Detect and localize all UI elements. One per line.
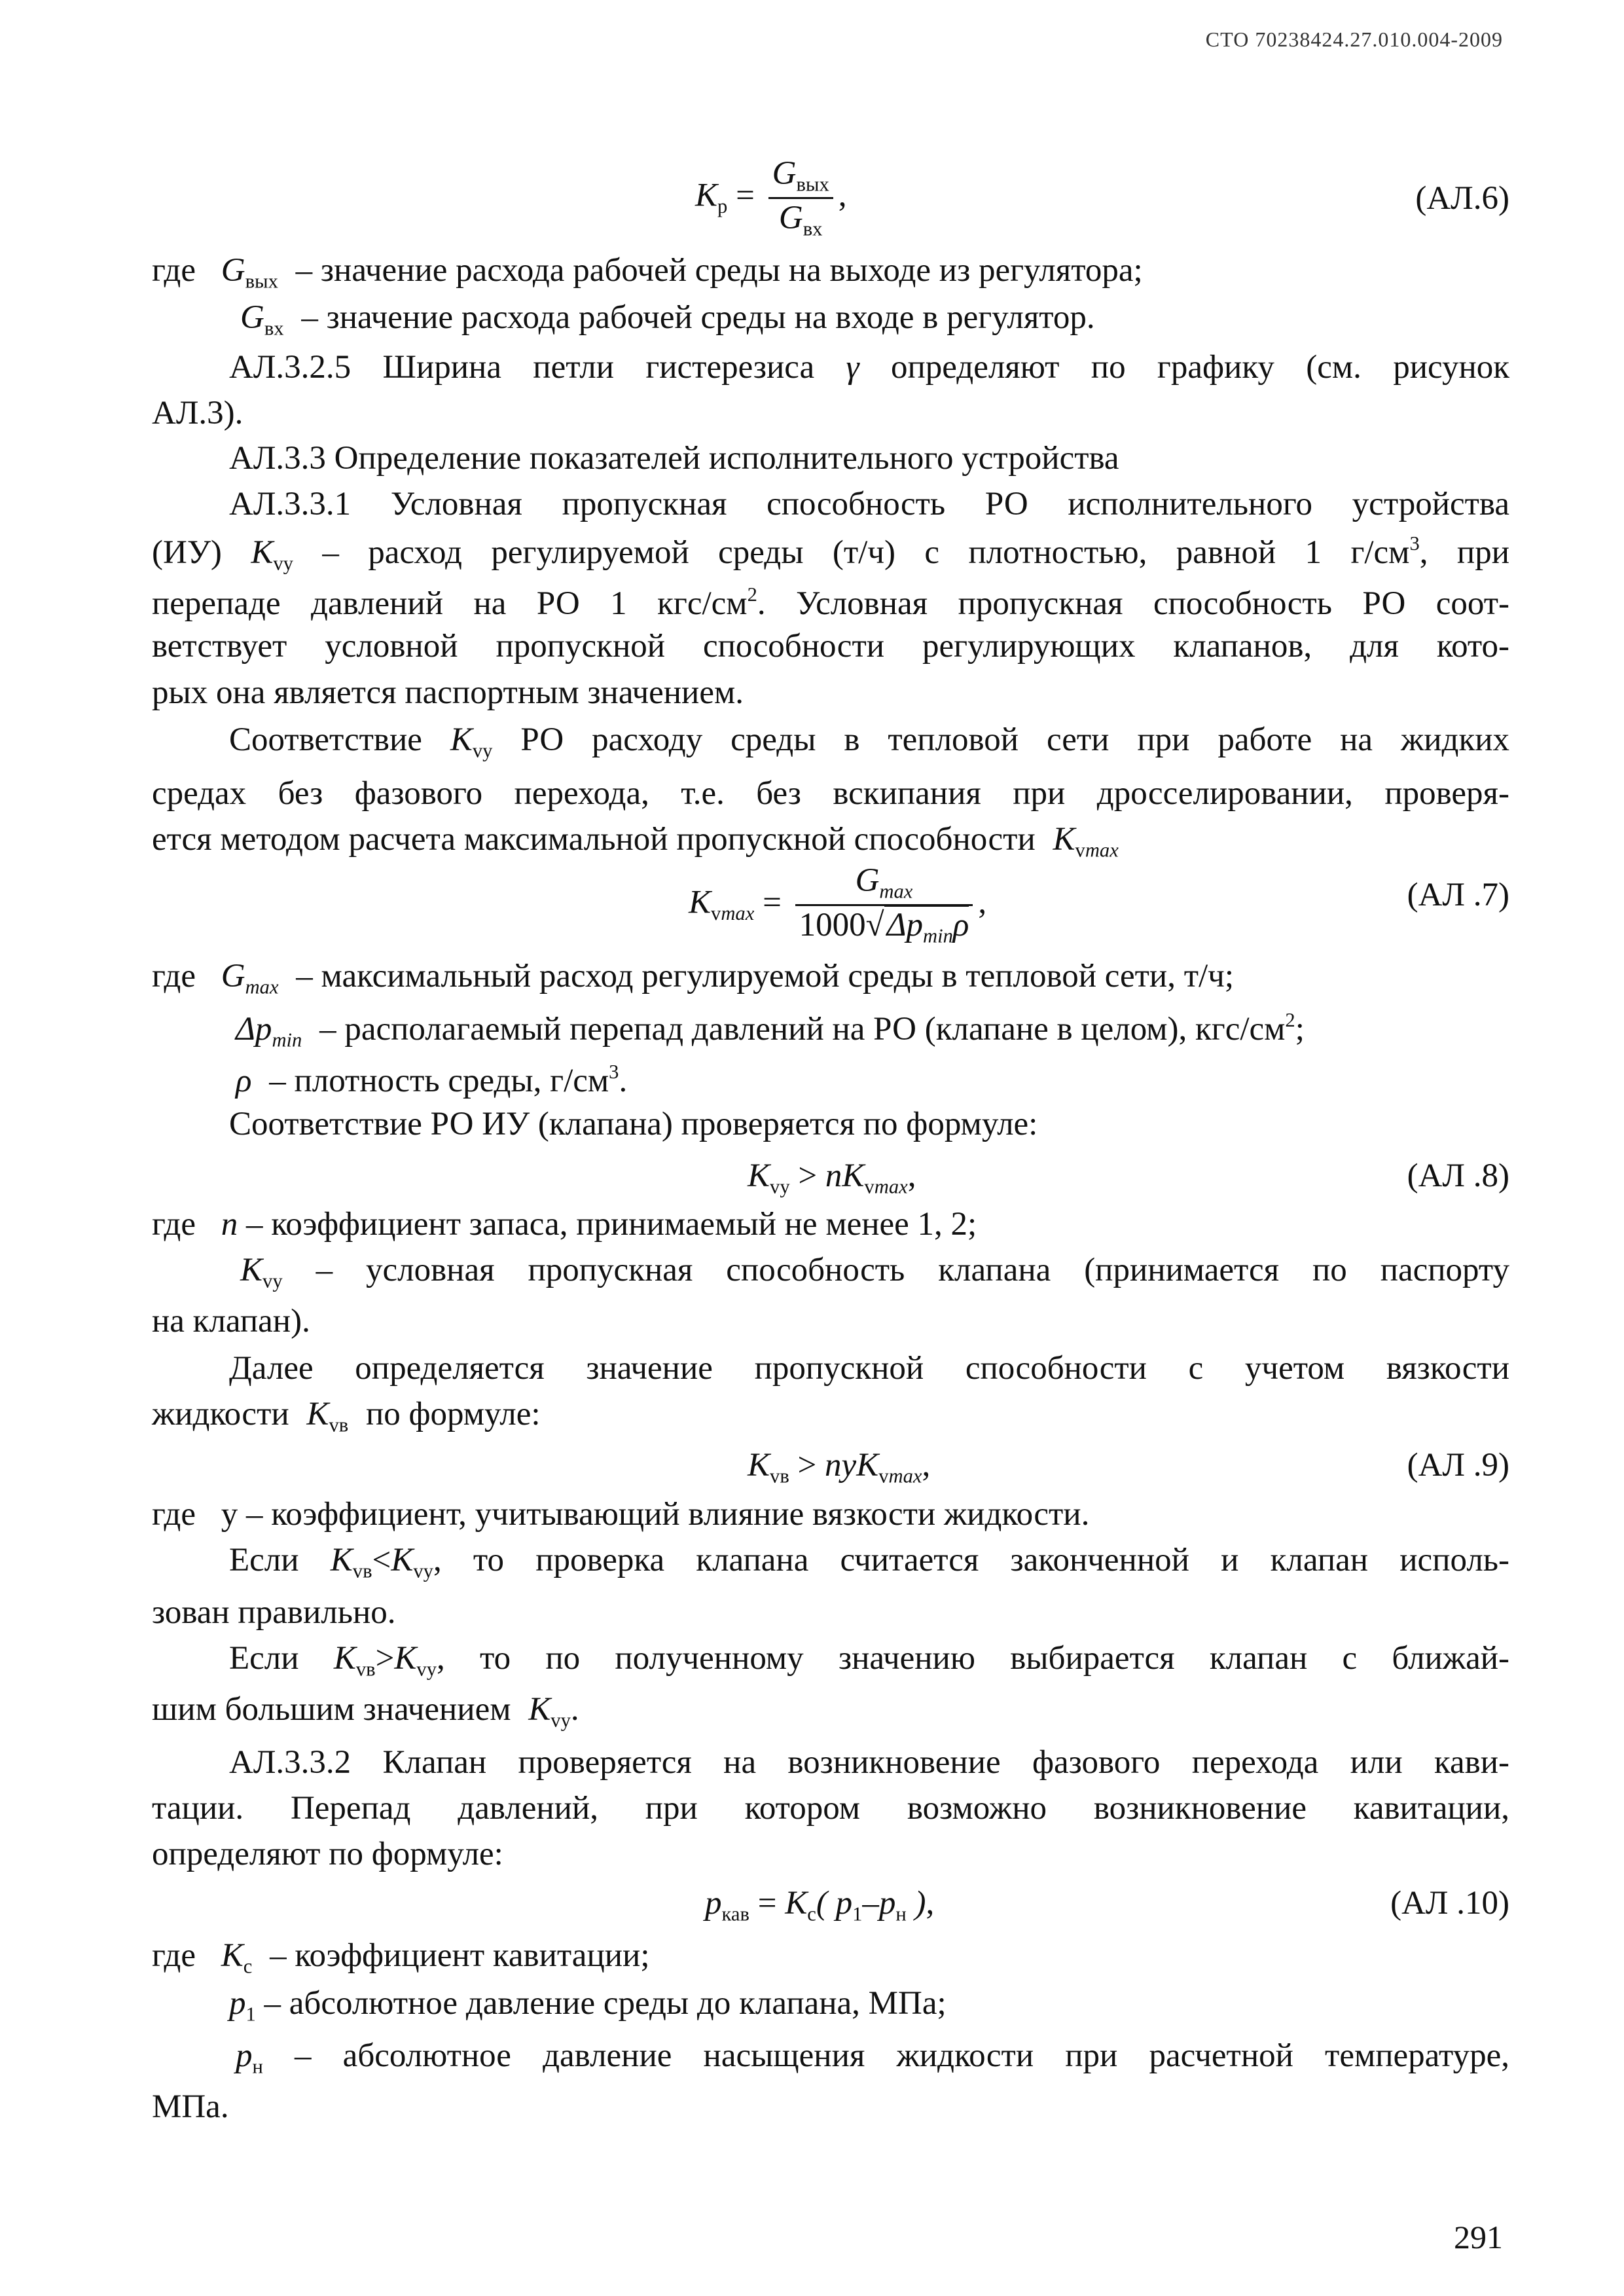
text-line: $p_1$ – абсолютное давление среды до клапана, МПа;: [229, 1985, 947, 2026]
fraction: $\frac{G_{вых}}{G_{вх}}$: [768, 157, 833, 240]
equation-al6: $K_р$ = $\frac{G_{вых}}{G_{вх}}$ ,: [695, 155, 847, 240]
document-header: СТО 70238424.27.010.004-2009: [1205, 27, 1503, 51]
text-line: $p_н$ – абсолютное давление насыщения жидкости при расчетной температуре,: [236, 2037, 1509, 2078]
text-line: средах без фазового перехода, т.е. без вскипания при дросселировании, проверя-: [152, 775, 1509, 812]
text-line: рых она является паспортным значением.: [152, 674, 744, 711]
text-line: ветствует условной пропускной способности регулирующих клапанов, для кото-: [152, 628, 1509, 665]
text-line: тации. Перепад давлений, при котором возможно возникновение кавитации,: [152, 1790, 1509, 1827]
text-line: (ИУ) $K_{vy}$ – расход регулируемой среды (т/ч) с плотностью, равной 1 $г/см^3$, при: [152, 532, 1510, 575]
text-line: Если $K_{vв}>K_{vy}$, то по полученному значению выбирается клапан с ближай-: [229, 1640, 1509, 1681]
text-line: определяют по формуле:: [152, 1836, 503, 1872]
text-line: ется методом расчета максимальной пропускной способности $K_{vmax}$: [152, 821, 1119, 862]
section-heading: АЛ.3.3 Определение показателей исполнительного устройства: [229, 440, 1119, 477]
equation-number-al6: (АЛ.6): [1415, 180, 1509, 217]
text-line: где n – коэффициент запаса, принимаемый не менее 1, 2;: [152, 1206, 977, 1243]
equation-al7: $K_{vmax}$ = $\frac{G_{max}}{1000√\Delta p_{min}\rho}$ ,: [689, 862, 987, 947]
page-number: 291: [1454, 2219, 1503, 2255]
text-line: перепаде давлений на РО 1 кгс/$см^2$. Условная пропускная способность РО соот-: [152, 583, 1509, 622]
equation-al9: $K_{vв} > nyK_{vmax}$,: [748, 1447, 931, 1487]
equation-number-al7: (АЛ .7): [1407, 877, 1509, 913]
text-line: АЛ.3.2.5 Ширина петли гистерезиса γ определяют по графику (см. рисунок: [229, 349, 1510, 386]
text-line: Далее определяется значение пропускной способности с учетом вязкости: [229, 1350, 1509, 1387]
text-line: где $K_c$ – коэффициент кавитации;: [152, 1937, 650, 1978]
equation-al10: $p_{кав} = K_c$( $p_1-p_н$ ),: [705, 1885, 935, 1925]
text-line: Соответствие РО ИУ (клапана) проверяется по формуле:: [229, 1106, 1038, 1142]
text-line: ρ – плотность среды, $г/см^3$.: [236, 1061, 628, 1099]
text-line: шим большим значением $K_{vy}$.: [152, 1691, 579, 1732]
equation-al8: $K_{vy} > nK_{vmax}$,: [748, 1157, 916, 1198]
text-line: АЛ.3.3.2 Клапан проверяется на возникновение фазового перехода или кави-: [229, 1744, 1509, 1781]
text-line: АЛ.3).: [152, 395, 244, 431]
equation-number-al10: (АЛ .10): [1390, 1885, 1509, 1922]
text-line: где $G_{max}$ – максимальный расход регулируемой среды в тепловой сети, т/ч;: [152, 958, 1235, 998]
equation-number-al8: (АЛ .8): [1407, 1157, 1509, 1194]
text-line: $G_{вх}$ – значение расхода рабочей среды на входе в регулятор.: [240, 299, 1095, 340]
text-line: где у – коэффициент, учитывающий влияние вязкости жидкости.: [152, 1496, 1090, 1533]
text-line: $\Delta p_{min}$ – располагаемый перепад давлений на РО (клапане в целом), кгс/$см^2$;: [236, 1009, 1305, 1051]
fraction: $\frac{G_{max}}{1000√\Delta p_{min}\rho}$: [795, 864, 973, 947]
text-line: Соответствие $K_{vy}$ РО расходу среды в тепловой сети при работе на жидких: [229, 721, 1510, 762]
text-line: $K_{vy}$ – условная пропускная способность клапана (принимается по паспорту: [240, 1252, 1510, 1292]
equation-number-al9: (АЛ .9): [1407, 1447, 1509, 1484]
text-line: жидкости $K_{vв}$ по формуле:: [152, 1396, 541, 1436]
text-line: Если $K_{vв}<K_{vy}$, то проверка клапана считается законченной и клапан исполь-: [229, 1542, 1510, 1582]
text-line: зован правильно.: [152, 1594, 396, 1631]
text-line: на клапан).: [152, 1303, 310, 1339]
text-line: где $G_{вых}$ – значение расхода рабочей среды на выходе из регулятора;: [152, 252, 1143, 293]
text-line: МПа.: [152, 2088, 229, 2125]
text-line: АЛ.3.3.1 Условная пропускная способность РО исполнительного устройства: [229, 486, 1509, 522]
